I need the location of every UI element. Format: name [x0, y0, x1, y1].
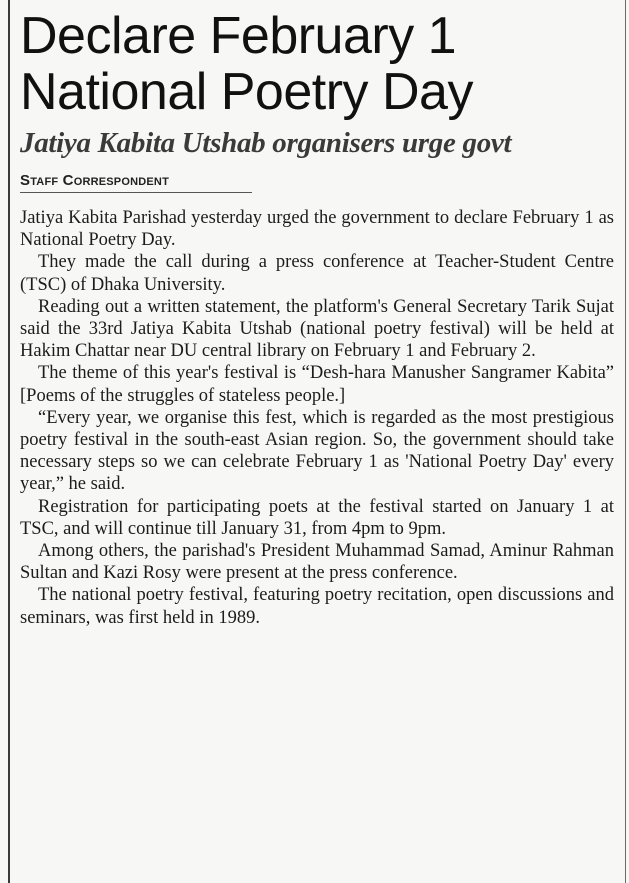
subheadline: Jatiya Kabita Utshab organisers urge govt: [20, 127, 512, 159]
paragraph: They made the call during a press conference at Teacher-Student Centre (TSC) of Dhaka University.: [20, 252, 614, 295]
paragraph: Reading out a written statement, the platform's General Secretary Tarik Sujat said the 33rd Jatiya Kabita Utshab (national poetry festival) will be held at Hakim Chattar near DU central library on February 1 and February 2.: [20, 296, 614, 362]
column-rule-left: [8, 0, 10, 883]
paragraph: Jatiya Kabita Parishad yesterday urged the government to declare February 1 as National Poetry Day.: [20, 208, 614, 251]
paragraph: The national poetry festival, featuring poetry recitation, open discussions and seminars, was first held in 1989.: [20, 585, 614, 628]
headline: [20, 8, 614, 120]
headline-line-1: Declare February 1: [20, 7, 457, 65]
headline-line-2: National Poetry Day: [20, 63, 473, 121]
article-body: [20, 207, 614, 629]
column-rule-right: [625, 0, 626, 883]
paragraph: Among others, the parishad's President Muhammad Samad, Aminur Rahman Sultan and Kazi Rosy were present at the press conference.: [20, 541, 614, 584]
paragraph: Registration for participating poets at the festival started on January 1 at TSC, and will continue till January 31, from 4pm to 9pm.: [20, 496, 614, 539]
article: [20, 8, 614, 629]
byline: Staff Correspondent: [20, 172, 252, 193]
paragraph: “Every year, we organise this fest, which is regarded as the most prestigious poetry festival in the south-east Asian region. So, the government should take necessary steps so we can celebrate February 1 as 'National Poetry Day' every year,” he said.: [20, 407, 614, 495]
paragraph: The theme of this year's festival is “Desh-hara Manusher Sangramer Kabita” [Poems of the struggles of stateless people.]: [20, 363, 614, 406]
